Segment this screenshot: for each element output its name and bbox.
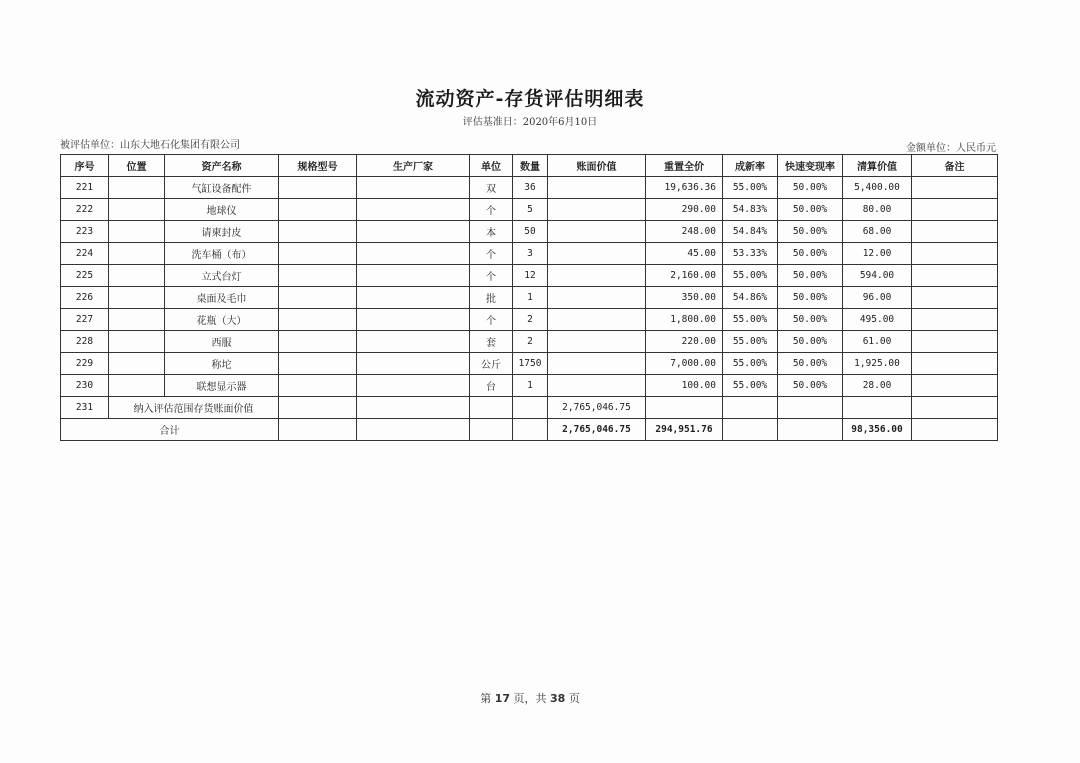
cell-replacement-value: 350.00 [646,287,723,309]
evaluated-entity: 被评估单位：山东大地石化集团有限公司 [60,140,240,151]
cell-index: 221 [61,177,109,199]
cell-quick-liquidation-rate: 50.00% [778,221,843,243]
table-row [61,265,998,287]
cell-book-value [548,375,646,397]
header-quick-liquidation-rate: 快速变现率 [778,155,843,177]
cell-replacement-value [646,397,723,419]
cell-liquidation-value: 28.00 [843,375,912,397]
cell-asset-name: 请柬封皮 [165,221,279,243]
cell-location [109,177,165,199]
cell-remarks [912,419,998,441]
cell-remarks [912,265,998,287]
cell-unit: 个 [470,243,513,265]
cell-remarks [912,309,998,331]
cell-newness-rate: 55.00% [723,331,778,353]
cell-liquidation-value [843,397,912,419]
cell-index: 230 [61,375,109,397]
header-newness-rate: 成新率 [723,155,778,177]
cell-newness-rate [723,397,778,419]
cell-remarks [912,221,998,243]
cell-remarks [912,177,998,199]
cell-liquidation-value: 1,925.00 [843,353,912,375]
cell-book-value [548,353,646,375]
cell-quantity [513,419,548,441]
inventory-table [60,154,998,441]
cell-book-value [548,287,646,309]
book-value-row [61,397,998,419]
cell-unit [470,397,513,419]
total-replacement-value: 294,951.76 [646,419,723,441]
cell-spec [279,265,357,287]
cell-manufacturer [357,397,470,419]
cell-remarks [912,243,998,265]
cell-index: 224 [61,243,109,265]
table-row [61,309,998,331]
cell-unit: 个 [470,199,513,221]
table-row [61,221,998,243]
cell-quick-liquidation-rate: 50.00% [778,243,843,265]
cell-spec [279,199,357,221]
cell-manufacturer [357,199,470,221]
cell-index: 231 [61,397,109,419]
table-header-row [61,155,998,177]
cell-spec [279,331,357,353]
cell-unit: 个 [470,309,513,331]
total-label: 合计 [61,419,279,441]
table-row [61,177,998,199]
currency-unit: 金额单位：人民币元 [906,143,996,154]
cell-spec [279,243,357,265]
cell-quick-liquidation-rate: 50.00% [778,353,843,375]
table-row [61,331,998,353]
cell-manufacturer [357,177,470,199]
cell-asset-name: 立式台灯 [165,265,279,287]
cell-index: 222 [61,199,109,221]
cell-newness-rate: 55.00% [723,353,778,375]
cell-unit: 批 [470,287,513,309]
cell-asset-name: 地球仪 [165,199,279,221]
header-manufacturer: 生产厂家 [357,155,470,177]
cell-quick-liquidation-rate: 50.00% [778,287,843,309]
cell-unit [470,419,513,441]
cell-location [109,287,165,309]
header-spec: 规格型号 [279,155,357,177]
base-date: 评估基准日：2020年6月10日 [462,117,598,128]
cell-quantity: 3 [513,243,548,265]
cell-location [109,243,165,265]
cell-unit: 套 [470,331,513,353]
cell-replacement-value: 45.00 [646,243,723,265]
cell-spec [279,419,357,441]
cell-quick-liquidation-rate: 50.00% [778,199,843,221]
page-suffix: 页 [568,692,580,705]
cell-newness-rate: 54.83% [723,199,778,221]
table-row [61,243,998,265]
cell-asset-name: 西服 [165,331,279,353]
header-liquidation-value: 清算价值 [843,155,912,177]
cell-quantity [513,397,548,419]
cell-quick-liquidation-rate: 50.00% [778,265,843,287]
cell-replacement-value: 1,800.00 [646,309,723,331]
cell-location [109,199,165,221]
cell-manufacturer [357,221,470,243]
header-quantity: 数量 [513,155,548,177]
document-title: 流动资产-存货评估明细表 [415,88,645,110]
cell-newness-rate: 55.00% [723,309,778,331]
book-value-label: 纳入评估范围存货账面价值 [109,397,279,419]
cell-book-value [548,221,646,243]
cell-replacement-value: 2,160.00 [646,265,723,287]
cell-index: 226 [61,287,109,309]
cell-spec [279,397,357,419]
cell-replacement-value: 7,000.00 [646,353,723,375]
header-replacement-value: 重置全价 [646,155,723,177]
cell-unit: 公斤 [470,353,513,375]
cell-manufacturer [357,331,470,353]
cell-index: 229 [61,353,109,375]
cell-asset-name: 桌面及毛巾 [165,287,279,309]
cell-book-value [548,309,646,331]
cell-book-value [548,199,646,221]
cell-replacement-value: 220.00 [646,331,723,353]
cell-newness-rate: 53.33% [723,243,778,265]
cell-replacement-value: 248.00 [646,221,723,243]
cell-quick-liquidation-rate [778,397,843,419]
cell-liquidation-value: 495.00 [843,309,912,331]
cell-remarks [912,397,998,419]
cell-asset-name: 洗车桶（布） [165,243,279,265]
cell-unit: 双 [470,177,513,199]
cell-liquidation-value: 61.00 [843,331,912,353]
cell-liquidation-value: 80.00 [843,199,912,221]
cell-spec [279,177,357,199]
cell-location [109,265,165,287]
cell-newness-rate [723,419,778,441]
page-prefix: 第 [480,692,492,705]
cell-asset-name: 称坨 [165,353,279,375]
cell-quantity: 2 [513,331,548,353]
cell-newness-rate: 54.84% [723,221,778,243]
cell-liquidation-value: 68.00 [843,221,912,243]
cell-quantity: 36 [513,177,548,199]
cell-remarks [912,331,998,353]
cell-asset-name: 花瓶（大） [165,309,279,331]
cell-liquidation-value: 5,400.00 [843,177,912,199]
page-middle: 页，共 [513,692,547,705]
cell-spec [279,287,357,309]
table-row [61,287,998,309]
cell-index: 225 [61,265,109,287]
total-book-value: 2,765,046.75 [548,419,646,441]
header-asset-name: 资产名称 [165,155,279,177]
cell-quantity: 1 [513,375,548,397]
cell-newness-rate: 55.00% [723,265,778,287]
cell-quick-liquidation-rate: 50.00% [778,331,843,353]
cell-index: 223 [61,221,109,243]
cell-quick-liquidation-rate: 50.00% [778,375,843,397]
cell-unit: 个 [470,265,513,287]
header-index: 序号 [61,155,109,177]
cell-manufacturer [357,309,470,331]
table-row [61,353,998,375]
total-row [61,419,998,441]
cell-liquidation-value: 12.00 [843,243,912,265]
cell-manufacturer [357,353,470,375]
cell-location [109,331,165,353]
cell-book-value [548,177,646,199]
cell-unit: 台 [470,375,513,397]
cell-remarks [912,375,998,397]
cell-quick-liquidation-rate [778,419,843,441]
cell-unit: 本 [470,221,513,243]
header-remarks: 备注 [912,155,998,177]
cell-quantity: 50 [513,221,548,243]
cell-book-value [548,265,646,287]
cell-liquidation-value: 96.00 [843,287,912,309]
cell-newness-rate: 55.00% [723,177,778,199]
header-location: 位置 [109,155,165,177]
cell-asset-name: 联想显示器 [165,375,279,397]
page-current: 17 [494,692,510,705]
cell-quantity: 2 [513,309,548,331]
cell-manufacturer [357,287,470,309]
cell-newness-rate: 55.00% [723,375,778,397]
page-number [0,690,1060,706]
cell-location [109,221,165,243]
cell-manufacturer [357,265,470,287]
cell-location [109,353,165,375]
cell-book-value [548,331,646,353]
cell-quantity: 1750 [513,353,548,375]
cell-remarks [912,287,998,309]
cell-quantity: 12 [513,265,548,287]
cell-location [109,375,165,397]
cell-manufacturer [357,243,470,265]
cell-remarks [912,353,998,375]
cell-quantity: 5 [513,199,548,221]
table-row [61,199,998,221]
cell-location [109,309,165,331]
book-value-amount: 2,765,046.75 [548,397,646,419]
cell-spec [279,353,357,375]
cell-spec [279,221,357,243]
table-row [61,375,998,397]
cell-quick-liquidation-rate: 50.00% [778,177,843,199]
cell-spec [279,375,357,397]
cell-replacement-value: 100.00 [646,375,723,397]
cell-book-value [548,243,646,265]
total-liquidation-value: 98,356.00 [843,419,912,441]
cell-quick-liquidation-rate: 50.00% [778,309,843,331]
header-book-value: 账面价值 [548,155,646,177]
cell-replacement-value: 19,636.36 [646,177,723,199]
cell-manufacturer [357,375,470,397]
cell-quantity: 1 [513,287,548,309]
cell-manufacturer [357,419,470,441]
page-total: 38 [550,692,566,705]
header-unit: 单位 [470,155,513,177]
cell-index: 227 [61,309,109,331]
cell-remarks [912,199,998,221]
cell-replacement-value: 290.00 [646,199,723,221]
cell-spec [279,309,357,331]
cell-newness-rate: 54.86% [723,287,778,309]
cell-liquidation-value: 594.00 [843,265,912,287]
cell-asset-name: 气缸设备配件 [165,177,279,199]
cell-index: 228 [61,331,109,353]
